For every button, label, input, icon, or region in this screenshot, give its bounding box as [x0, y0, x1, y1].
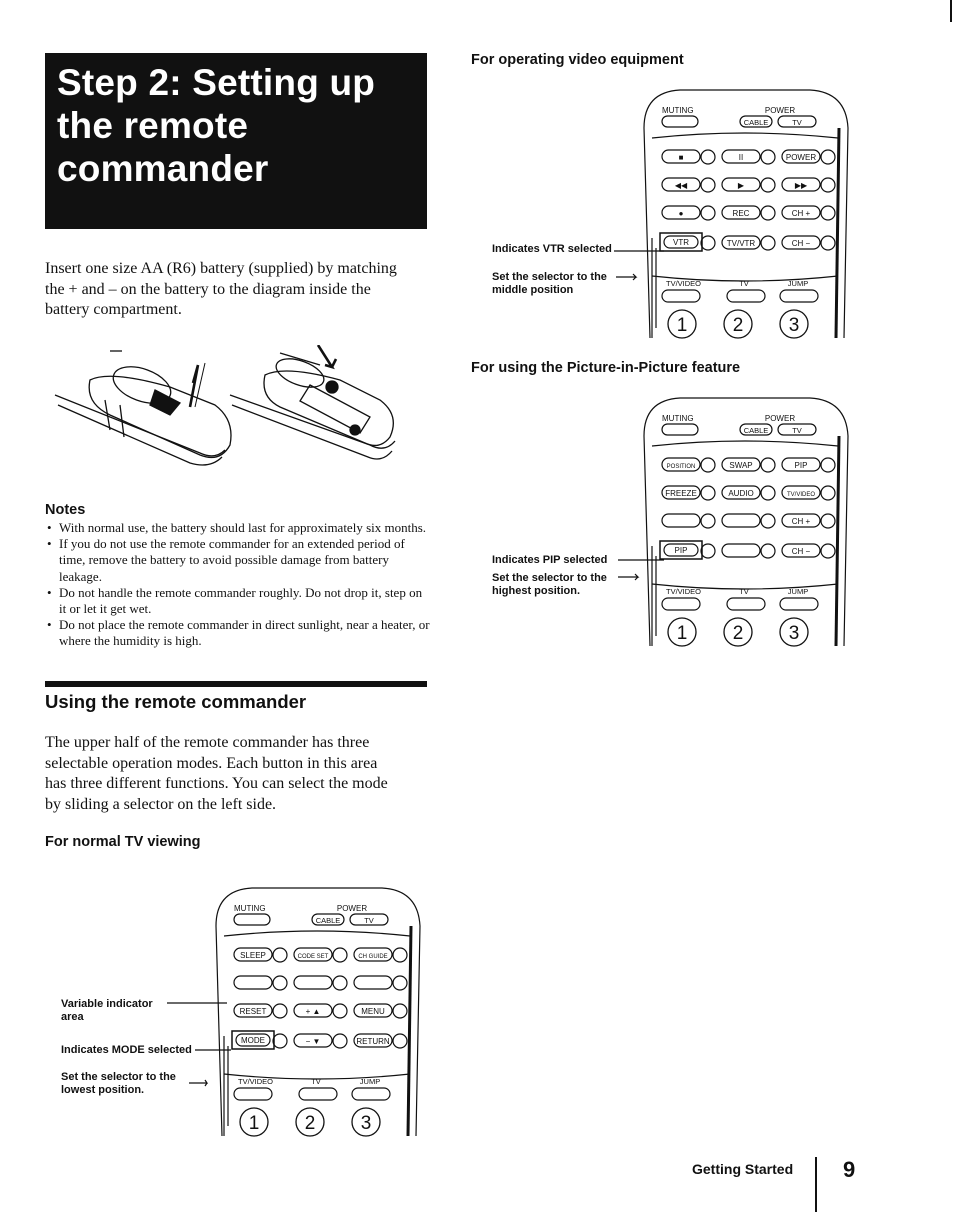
section-rule	[45, 681, 427, 687]
footer-divider	[815, 1157, 817, 1212]
notes-list	[45, 520, 430, 650]
digit-label: 3	[788, 315, 800, 336]
muting-button	[662, 424, 698, 435]
tvvideo-button	[234, 1088, 272, 1100]
jump-label: JUMP	[359, 1077, 381, 1086]
remote-button-label: + ▲	[305, 1007, 321, 1016]
remote-button-round	[701, 178, 715, 192]
digit-label: 1	[676, 315, 688, 336]
title-line-3: commander	[57, 148, 269, 189]
jump-button	[780, 290, 818, 302]
footer-section-label: Getting Started	[692, 1161, 794, 1177]
power-label: POWER	[764, 414, 796, 423]
subheading-pip: For using the Picture-in-Picture feature	[471, 360, 741, 376]
remote-button-label: CH +	[791, 209, 811, 218]
remote-button-label: TV/VTR	[726, 239, 756, 248]
remote-button-round	[761, 544, 775, 558]
title-line-2: the remote	[57, 105, 249, 146]
digit-label: 2	[304, 1113, 316, 1134]
using-line: selectable operation modes. Each button in this area	[45, 754, 378, 772]
tvvideo-label: TV/VIDEO	[666, 279, 702, 288]
jump-button	[780, 598, 818, 610]
cable-label: CABLE	[743, 426, 769, 435]
remote-button	[722, 544, 760, 557]
remote-button-label: CH −	[791, 239, 811, 248]
using-line: The upper half of the remote commander has three	[45, 734, 370, 751]
muting-button	[662, 116, 698, 127]
remote-button-label: II	[738, 153, 744, 162]
remote-button-round	[393, 1004, 407, 1018]
remote-button-label: SWAP	[729, 461, 753, 470]
remote-button-round	[273, 1004, 287, 1018]
section-heading-using: Using the remote commander	[45, 691, 307, 712]
digit-label: 2	[732, 315, 744, 336]
callout-mode-selected: Indicates MODE selected	[61, 1044, 192, 1056]
remote-button	[354, 976, 392, 989]
callout-lowest-position: Set the selector to the lowest position.	[61, 1071, 176, 1096]
remote-button-round	[273, 1034, 287, 1048]
intro-paragraph	[45, 259, 435, 321]
remote-button-round	[393, 1034, 407, 1048]
remote-button-round	[701, 206, 715, 220]
remote-normal-tv-mode	[212, 886, 427, 1141]
remote-body-edge	[836, 128, 839, 338]
remote-button-label: CH GUIDE	[358, 954, 388, 960]
remote-button-label: FREEZE	[665, 489, 697, 498]
callout-highest-position: Set the selector to the highest position.	[492, 572, 607, 597]
remote-button-round	[273, 948, 287, 962]
remote-button-round	[821, 544, 835, 558]
intro-line: battery compartment.	[45, 301, 182, 318]
remote-button-round	[761, 514, 775, 528]
remote-button-label: ▶▶	[794, 181, 808, 190]
remote-button-label: RETURN	[356, 1037, 390, 1046]
note-item: • If you do not use the remote commander for an extended period of time, remove the battery to avoid possible damage from battery leakage.	[45, 536, 430, 585]
subheading-video: For operating video equipment	[471, 52, 684, 68]
remote-button-label: ▶	[737, 181, 745, 190]
muting-label: MUTING	[234, 904, 266, 913]
digit-label: 3	[360, 1113, 372, 1134]
remote-button-label: TV/VIDEO	[786, 492, 816, 498]
digit-label: 1	[676, 623, 688, 644]
remote-button-round	[393, 976, 407, 990]
power-label: POWER	[764, 106, 796, 115]
muting-label: MUTING	[662, 414, 694, 423]
jump-button	[352, 1088, 390, 1100]
remote-button-round	[701, 236, 715, 250]
page-title	[45, 53, 427, 229]
remote-button-label: CH −	[791, 547, 811, 556]
tv-bottom-label: TV	[311, 1077, 321, 1086]
remote-button-label: MENU	[361, 1007, 385, 1016]
jump-label: JUMP	[787, 587, 809, 596]
callout-vtr-selected: Indicates VTR selected	[492, 243, 612, 255]
intro-line: the + and – on the battery to the diagram inside the	[45, 280, 371, 298]
remote-button-round	[701, 150, 715, 164]
callout-middle-position: Set the selector to the middle position	[492, 271, 607, 296]
remote-button-round	[701, 486, 715, 500]
remote-button-round	[821, 486, 835, 500]
remote-button-round	[701, 544, 715, 558]
muting-button	[234, 914, 270, 925]
remote-button-round	[333, 1004, 347, 1018]
remote-button-label: CODE SET	[297, 954, 329, 960]
remote-button-round	[821, 236, 835, 250]
remote-button	[294, 976, 332, 989]
remote-button-label: PIP	[794, 461, 808, 470]
remote-button-label: ●	[678, 209, 684, 218]
note-item: • Do not place the remote commander in direct sunlight, near a heater, or where the humidity is high.	[45, 617, 430, 649]
tv-power-label: TV	[792, 426, 802, 435]
tv-bottom-label: TV	[739, 279, 749, 288]
remote-button-label: ◀◀	[674, 181, 688, 190]
remote-button-round	[761, 458, 775, 472]
tv-power-label: TV	[364, 916, 374, 925]
remote-side-selector	[652, 546, 656, 646]
tvvideo-button	[662, 290, 700, 302]
remote-button-label: AUDIO	[728, 489, 754, 498]
remote-button-round	[333, 948, 347, 962]
notes-heading: Notes	[45, 502, 86, 518]
remote-button-round	[761, 178, 775, 192]
callout-pip-selected: Indicates PIP selected	[492, 554, 608, 566]
muting-label: MUTING	[662, 106, 694, 115]
remote-button-label: REC	[732, 209, 750, 218]
digit-label: 2	[732, 623, 744, 644]
remote-button-round	[761, 236, 775, 250]
using-line: by sliding a selector on the left side.	[45, 795, 277, 813]
remote-button-round	[821, 150, 835, 164]
remote-button-round	[333, 976, 347, 990]
intro-line: Insert one size AA (R6) battery (supplied) by matching	[45, 260, 397, 277]
remote-button-label: RESET	[239, 1007, 267, 1016]
power-label: POWER	[336, 904, 368, 913]
tv-bottom-button	[727, 598, 765, 610]
jump-label: JUMP	[787, 279, 809, 288]
remote-button-label: SLEEP	[240, 951, 266, 960]
subheading-normal-tv: For normal TV viewing	[45, 834, 201, 850]
title-line-1: Step 2: Setting up	[57, 62, 376, 103]
digit-label: 1	[248, 1113, 260, 1134]
cable-label: CABLE	[743, 118, 769, 127]
remote-button-round	[761, 150, 775, 164]
remote-button-round	[393, 948, 407, 962]
remote-button-round	[821, 206, 835, 220]
battery-insertion-illustration	[50, 345, 440, 470]
remote-button-label: ■	[678, 153, 684, 162]
remote-button	[662, 514, 700, 527]
tv-power-label: TV	[792, 118, 802, 127]
tv-bottom-button	[727, 290, 765, 302]
remote-side-selector	[224, 1036, 228, 1136]
note-item: • With normal use, the battery should last for approximately six months.	[45, 520, 430, 536]
remote-button	[234, 976, 272, 989]
remote-pip-mode	[640, 396, 855, 651]
remote-button	[722, 514, 760, 527]
callout-variable-indicator: Variable indicator area	[61, 998, 153, 1023]
tvvideo-label: TV/VIDEO	[666, 587, 702, 596]
remote-button-round	[333, 1034, 347, 1048]
using-paragraph	[45, 733, 435, 815]
remote-side-selector	[652, 238, 656, 338]
tvvideo-label: TV/VIDEO	[238, 1077, 274, 1086]
remote-button-round	[701, 514, 715, 528]
remote-body-edge	[836, 436, 839, 646]
remote-button-round	[821, 178, 835, 192]
tv-bottom-label: TV	[739, 587, 749, 596]
remote-button-round	[761, 206, 775, 220]
remote-button-round	[273, 976, 287, 990]
mode-indicator-label: VTR	[673, 238, 689, 247]
remote-video-mode	[640, 88, 855, 343]
page-edge-mark	[950, 0, 952, 22]
remote-button-round	[821, 514, 835, 528]
page-number: 9	[843, 1157, 856, 1182]
mode-indicator-label: PIP	[674, 546, 688, 555]
note-item: • Do not handle the remote commander roughly. Do not drop it, step on it or let it get wet.	[45, 585, 430, 617]
digit-label: 3	[788, 623, 800, 644]
mode-indicator-label: MODE	[241, 1036, 265, 1045]
using-line: has three different functions. You can select the mode	[45, 775, 388, 792]
cable-label: CABLE	[315, 916, 341, 925]
remote-button-round	[821, 458, 835, 472]
remote-body-edge	[408, 926, 411, 1136]
tvvideo-button	[662, 598, 700, 610]
remote-button-label: POSITION	[666, 464, 696, 470]
remote-button-round	[761, 486, 775, 500]
remote-button-label: POWER	[785, 153, 817, 162]
remote-button-label: − ▼	[305, 1037, 321, 1046]
tv-bottom-button	[299, 1088, 337, 1100]
remote-button-label: CH +	[791, 517, 811, 526]
remote-button-round	[701, 458, 715, 472]
